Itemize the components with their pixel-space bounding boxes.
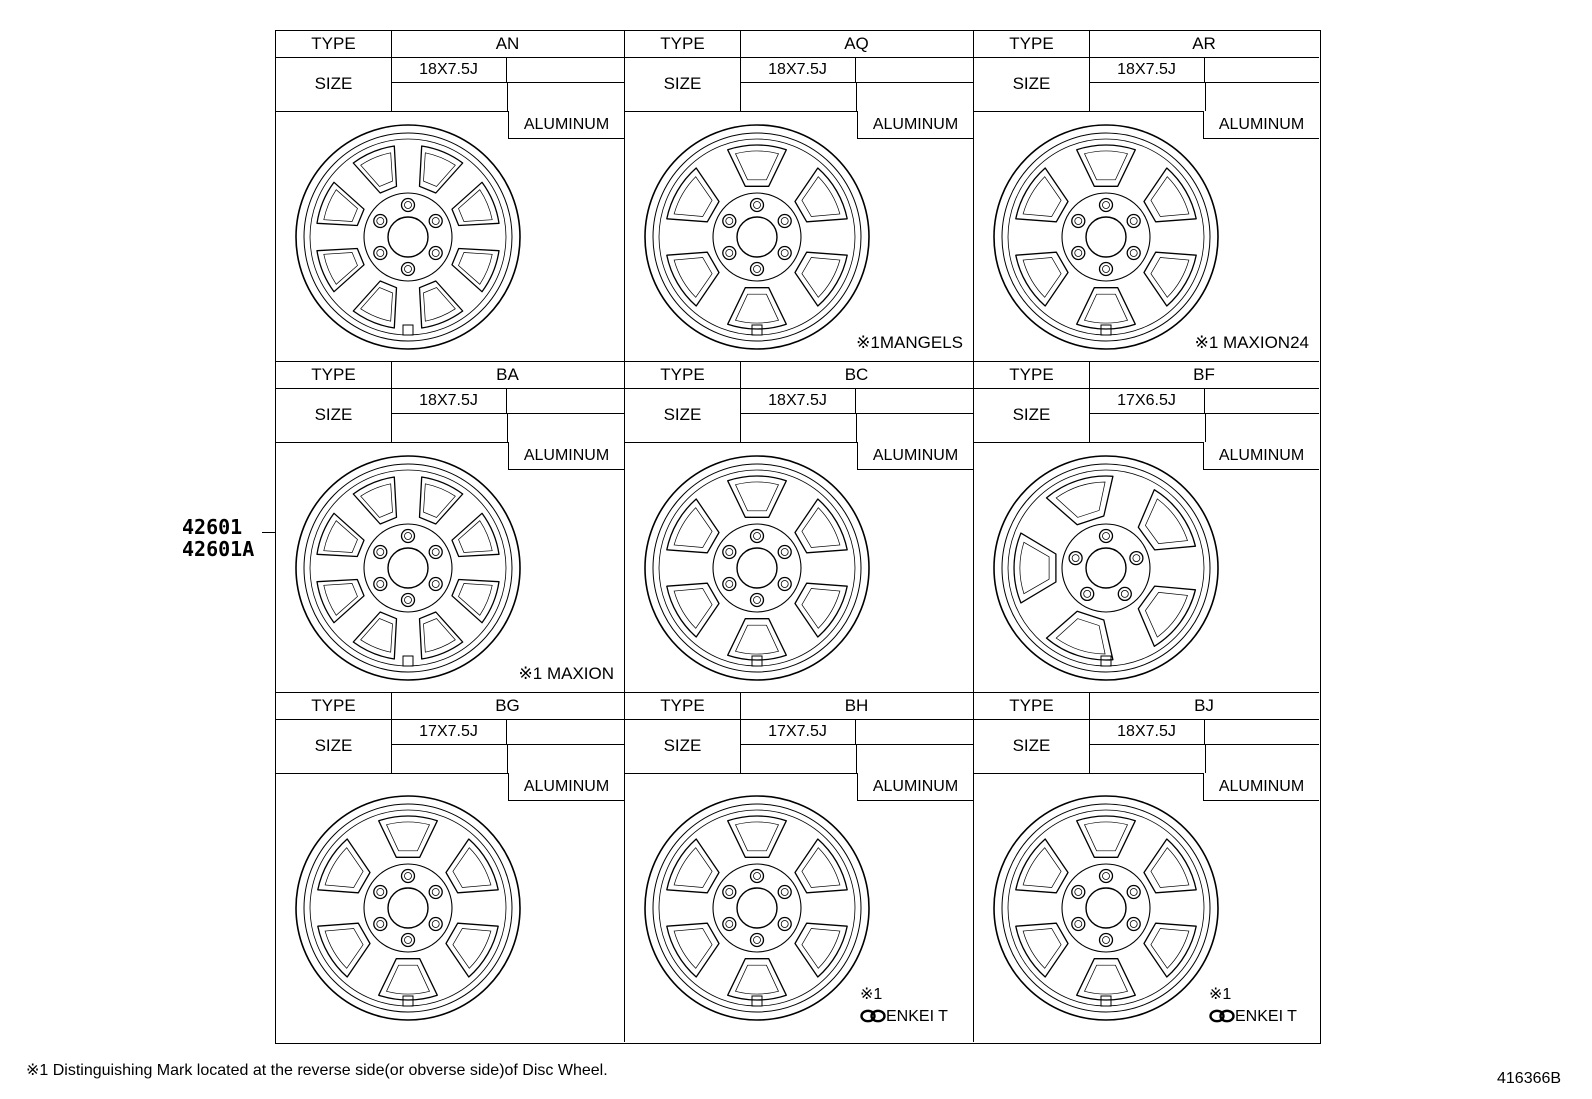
type-label: TYPE <box>276 31 392 57</box>
size-value: 17X6.5J <box>1089 388 1205 414</box>
type-value: AQ <box>844 34 869 53</box>
wheel-catalog-grid <box>275 30 1321 1044</box>
type-row <box>625 31 973 58</box>
type-row <box>974 693 1319 720</box>
material-label: ALUMINUM <box>857 111 973 139</box>
size-blank-cell <box>1205 719 1319 745</box>
enkei-logo-icon <box>860 1008 886 1022</box>
size-value: 17X7.5J <box>391 719 507 745</box>
size-row <box>276 57 624 111</box>
part-number-1: 42601 <box>182 515 243 539</box>
wheel-cell <box>276 693 625 1042</box>
type-row <box>276 31 624 58</box>
material-label: ALUMINUM <box>508 111 624 139</box>
wheel-header <box>625 362 973 443</box>
type-label: TYPE <box>276 362 392 388</box>
size-row <box>974 57 1319 111</box>
size-value: 18X7.5J <box>740 388 856 414</box>
material-label: ALUMINUM <box>1203 773 1319 801</box>
size-value: 18X7.5J <box>1089 57 1205 83</box>
material-label: ALUMINUM <box>508 442 624 470</box>
wheel-drawing <box>991 122 1221 352</box>
mark-brand: ENKEI T <box>1235 1008 1297 1025</box>
size-row <box>625 57 973 111</box>
size-value: 17X7.5J <box>740 719 856 745</box>
type-label: TYPE <box>625 362 741 388</box>
material-label: ALUMINUM <box>1203 111 1319 139</box>
material-label: ALUMINUM <box>508 773 624 801</box>
size-blank-cell-lower <box>507 83 624 111</box>
wheel-drawing <box>642 122 872 352</box>
size-label: SIZE <box>276 57 392 111</box>
wheel-header <box>276 31 624 112</box>
size-blank-cell <box>856 388 973 414</box>
size-blank-cell <box>507 388 624 414</box>
wheel-drawing <box>293 453 523 683</box>
leader-line <box>262 532 275 533</box>
size-label: SIZE <box>276 388 392 442</box>
footnote: ※1 Distinguishing Mark located at the reverse side(or obverse side)of Disc Wheel. <box>26 1062 608 1079</box>
size-label: SIZE <box>974 388 1090 442</box>
wheel-header <box>625 693 973 774</box>
size-blank-cell <box>1205 388 1319 414</box>
type-row <box>276 693 624 720</box>
size-blank-cell-lower <box>507 745 624 773</box>
wheel-cell <box>974 31 1319 362</box>
wheel-header <box>625 31 973 112</box>
size-row <box>974 719 1319 773</box>
size-row <box>276 388 624 442</box>
size-value: 18X7.5J <box>391 388 507 414</box>
size-value: 18X7.5J <box>1089 719 1205 745</box>
size-blank-cell-lower <box>856 745 973 773</box>
material-label: ALUMINUM <box>857 442 973 470</box>
type-label: TYPE <box>625 31 741 57</box>
part-number-label <box>182 516 254 560</box>
mark-note: ※1 <box>1209 986 1232 1003</box>
type-label: TYPE <box>974 362 1090 388</box>
distinguishing-mark <box>860 984 948 1028</box>
type-label: TYPE <box>974 31 1090 57</box>
type-label: TYPE <box>974 693 1090 719</box>
size-blank-cell-lower <box>1205 745 1319 773</box>
wheel-cell <box>625 693 974 1042</box>
wheel-drawing <box>642 453 872 683</box>
distinguishing-mark: ※1 MAXION <box>518 664 614 683</box>
type-row <box>974 362 1319 389</box>
size-label: SIZE <box>276 719 392 773</box>
size-value: 18X7.5J <box>391 57 507 83</box>
type-value: AN <box>495 34 520 53</box>
type-value: BC <box>844 365 869 384</box>
size-blank-cell <box>507 719 624 745</box>
size-blank-cell-lower <box>1205 83 1319 111</box>
mark-note: ※1 <box>860 986 883 1003</box>
type-row <box>974 31 1319 58</box>
size-blank-cell <box>856 57 973 83</box>
size-label: SIZE <box>974 719 1090 773</box>
size-blank-cell-lower <box>507 414 624 442</box>
size-row <box>276 719 624 773</box>
size-blank-cell-lower <box>856 83 973 111</box>
mark-brand: ENKEI T <box>886 1008 948 1025</box>
type-value: BF <box>1193 365 1215 384</box>
size-value: 18X7.5J <box>740 57 856 83</box>
distinguishing-mark: ※1MANGELS <box>856 333 963 352</box>
type-value: BA <box>496 365 519 384</box>
size-blank-cell-lower <box>1205 414 1319 442</box>
wheel-drawing <box>293 793 523 1023</box>
type-value: BJ <box>1194 696 1214 715</box>
size-label: SIZE <box>974 57 1090 111</box>
type-row <box>276 362 624 389</box>
type-value: BG <box>495 696 520 715</box>
wheel-cell <box>276 362 625 693</box>
distinguishing-mark: ※1 MAXION24 <box>1194 333 1309 352</box>
wheel-cell <box>625 362 974 693</box>
type-row <box>625 362 973 389</box>
size-row <box>625 719 973 773</box>
wheel-header <box>974 362 1319 443</box>
wheel-header <box>276 693 624 774</box>
size-label: SIZE <box>625 57 741 111</box>
wheel-cell <box>974 693 1319 1042</box>
material-label: ALUMINUM <box>857 773 973 801</box>
figure-number: 416366B <box>1497 1070 1562 1087</box>
size-blank-cell-lower <box>856 414 973 442</box>
wheel-cell <box>625 31 974 362</box>
wheel-cell <box>276 31 625 362</box>
wheel-drawing <box>293 122 523 352</box>
size-row <box>625 388 973 442</box>
size-blank-cell <box>507 57 624 83</box>
size-label: SIZE <box>625 719 741 773</box>
wheel-header <box>974 693 1319 774</box>
size-blank-cell <box>1205 57 1319 83</box>
wheel-header <box>974 31 1319 112</box>
type-value: AR <box>1192 34 1216 53</box>
size-row <box>974 388 1319 442</box>
type-label: TYPE <box>276 693 392 719</box>
wheel-drawing <box>642 793 872 1023</box>
part-number-2: 42601A <box>182 537 255 561</box>
wheel-cell <box>974 362 1319 693</box>
material-label: ALUMINUM <box>1203 442 1319 470</box>
wheel-header <box>276 362 624 443</box>
type-value: BH <box>844 696 869 715</box>
wheel-drawing <box>991 793 1221 1023</box>
size-label: SIZE <box>625 388 741 442</box>
wheel-drawing <box>991 453 1221 683</box>
type-row <box>625 693 973 720</box>
type-label: TYPE <box>625 693 741 719</box>
distinguishing-mark <box>1209 984 1297 1028</box>
enkei-logo-icon <box>1209 1008 1235 1022</box>
size-blank-cell <box>856 719 973 745</box>
